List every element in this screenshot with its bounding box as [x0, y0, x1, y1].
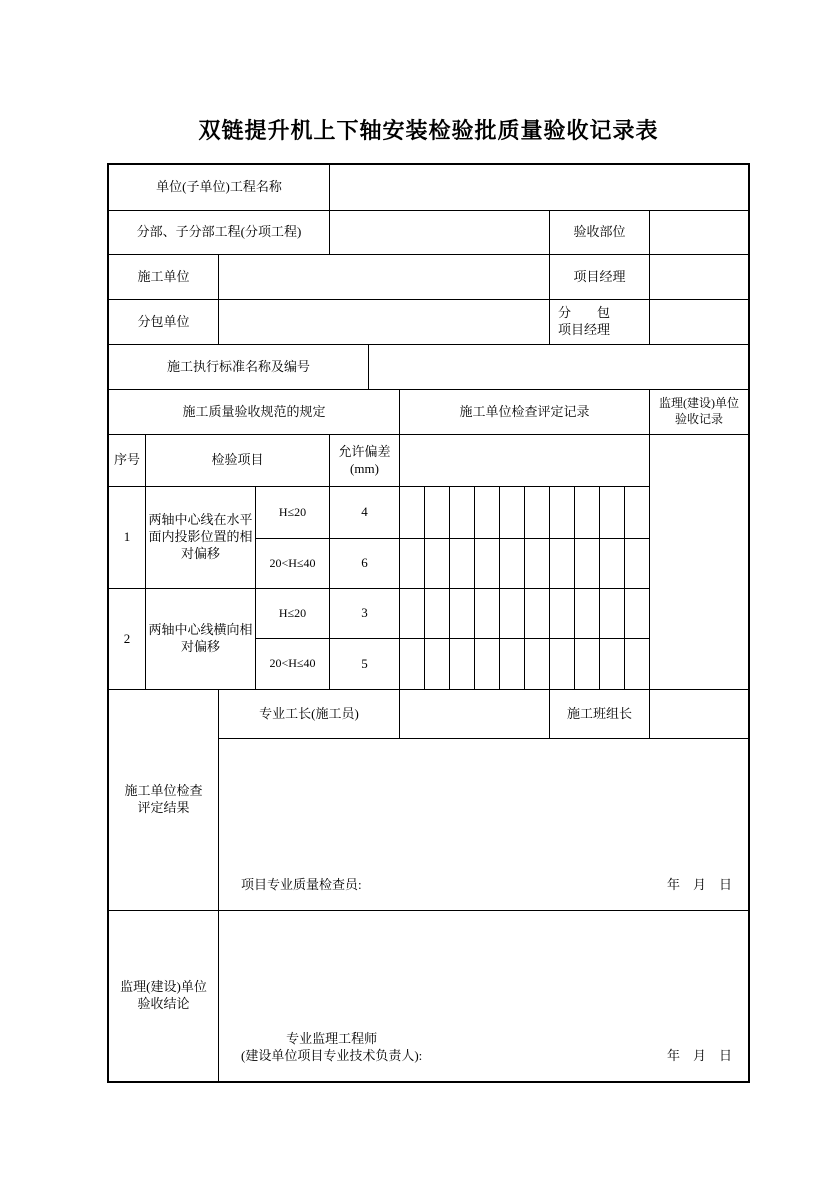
supervision-record-header-line2: 验收记录: [674, 412, 723, 426]
check-cell: [550, 639, 574, 689]
check-cell: [450, 589, 474, 638]
check-cell: [600, 639, 624, 689]
team-leader-label: 施工班组长: [550, 690, 649, 738]
item-condition: 20<H≤40: [256, 639, 329, 689]
check-cell: [450, 639, 474, 689]
subcontract-pm-label-line2: 项目经理: [558, 322, 611, 337]
check-cell: [625, 539, 649, 588]
check-cell: [500, 589, 524, 638]
check-cell: [525, 487, 549, 538]
evaluation-result-label: [109, 690, 218, 910]
supervision-date-label: 年 月 日: [666, 1048, 732, 1064]
supervision-content-area: [219, 911, 748, 1081]
tolerance-header-line2: (mm): [350, 460, 379, 476]
check-cell: [525, 589, 549, 638]
supervision-engineer-label-line1: 专业监理工程师: [286, 1030, 378, 1046]
check-cell: [425, 639, 449, 689]
item-condition: H≤20: [256, 487, 329, 538]
evaluation-content-area: [219, 739, 748, 910]
item-tolerance: 5: [330, 639, 399, 689]
cell-subdivision-value: [330, 211, 549, 254]
check-cell: [425, 487, 449, 538]
item-header: 检验项目: [146, 435, 329, 486]
subdivision-label: 分部、子分部工程(分项工程): [109, 211, 329, 254]
cell-acceptance-part-value: [650, 211, 748, 254]
check-cell: [550, 487, 574, 538]
cell-supervision-record-value: [650, 435, 748, 689]
check-cell: [400, 589, 424, 638]
item-condition: H≤20: [256, 589, 329, 638]
spec-header: 施工质量验收规范的规定: [109, 390, 399, 434]
standard-label: 施工执行标准名称及编号: [109, 345, 368, 389]
cell-subcontractor-value: [219, 300, 549, 344]
check-cell: [575, 639, 599, 689]
construction-unit-label: 施工单位: [109, 255, 218, 299]
unit-project-label: 单位(子单位)工程名称: [109, 165, 329, 210]
check-cell: [400, 539, 424, 588]
evaluation-result-label-line2: 评定结果: [137, 800, 190, 815]
form-grid: [107, 163, 750, 1083]
check-cell: [575, 539, 599, 588]
check-cell: [475, 487, 499, 538]
supervision-conclusion-label-line1: 监理(建设)单位: [120, 979, 207, 995]
cell-construction-unit-value: [219, 255, 549, 299]
check-cell: [500, 487, 524, 538]
check-cell: [475, 639, 499, 689]
cell-standard-value: [369, 345, 748, 389]
check-cell: [550, 589, 574, 638]
check-cell: [575, 487, 599, 538]
page-title: 双链提升机上下轴安装检验批质量验收记录表: [198, 118, 659, 143]
item-tolerance: 6: [330, 539, 399, 588]
evaluation-signature-row: [241, 877, 732, 894]
supervision-engineer-label: [241, 1030, 422, 1065]
tolerance-header-line1: 允许偏差: [338, 443, 391, 459]
check-cell: [425, 539, 449, 588]
supervision-signature-row: [241, 1030, 732, 1065]
subcontractor-label: 分包单位: [109, 300, 218, 344]
check-cell: [600, 487, 624, 538]
cell-team-leader-value: [650, 690, 748, 738]
item-seq: 2: [109, 589, 145, 689]
check-cell: [450, 487, 474, 538]
check-cell: [425, 589, 449, 638]
cell-check-header-empty: [400, 435, 649, 486]
check-cell: [525, 539, 549, 588]
check-cell: [525, 639, 549, 689]
cell-unit-project-value: [330, 165, 748, 210]
item-name: 两轴中心线横向相对偏移: [146, 589, 255, 689]
check-cell: [500, 539, 524, 588]
item-seq: 1: [109, 487, 145, 588]
subcontract-pm-label: [550, 300, 649, 344]
check-record-header: 施工单位检查评定记录: [400, 390, 649, 434]
item-name: 两轴中心线在水平面内投影位置的相对偏移: [146, 487, 255, 588]
cell-subcontract-pm-value: [650, 300, 748, 344]
evaluation-result-label-line1: 施工单位检查: [124, 783, 203, 799]
check-cell: [400, 639, 424, 689]
seq-header: 序号: [109, 435, 145, 486]
acceptance-part-label: 验收部位: [550, 211, 649, 254]
check-cell: [500, 639, 524, 689]
check-cell: [450, 539, 474, 588]
check-cell: [625, 639, 649, 689]
check-cell: [550, 539, 574, 588]
foreman-label: 专业工长(施工员): [219, 690, 399, 738]
supervision-engineer-label-line2: (建设单位项目专业技术负责人):: [241, 1048, 423, 1064]
project-manager-label: 项目经理: [550, 255, 649, 299]
item-tolerance: 3: [330, 589, 399, 638]
item-tolerance: 4: [330, 487, 399, 538]
check-cell: [600, 589, 624, 638]
supervision-record-header-line1: 监理(建设)单位: [659, 396, 739, 411]
check-cell: [625, 589, 649, 638]
subcontract-pm-label-line1: 分 包: [558, 305, 611, 321]
check-cell: [400, 487, 424, 538]
item-condition: 20<H≤40: [256, 539, 329, 588]
cell-foreman-value: [400, 690, 549, 738]
supervision-record-header: [650, 390, 748, 434]
evaluation-date-label: 年 月 日: [666, 877, 732, 893]
check-cell: [475, 539, 499, 588]
supervision-conclusion-label-line2: 验收结论: [137, 996, 190, 1011]
check-cell: [625, 487, 649, 538]
check-cell: [575, 589, 599, 638]
cell-project-manager-value: [650, 255, 748, 299]
inspector-signature-label: 项目专业质量检查员:: [241, 877, 362, 893]
supervision-conclusion-label: [109, 911, 218, 1081]
check-cell: [475, 589, 499, 638]
check-cell: [600, 539, 624, 588]
tolerance-header: [330, 435, 399, 486]
